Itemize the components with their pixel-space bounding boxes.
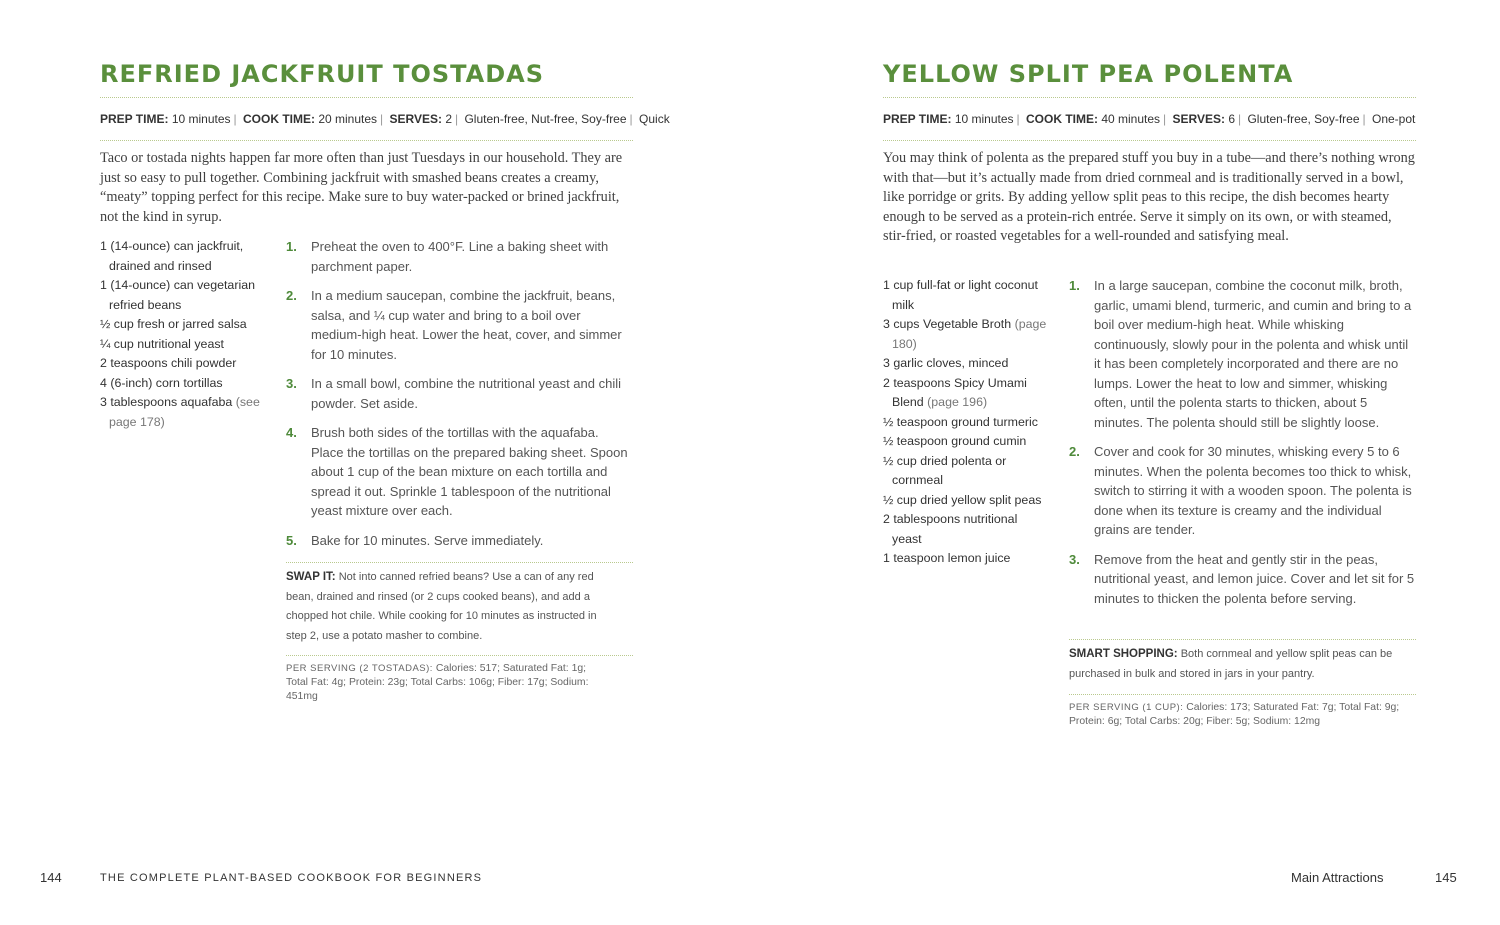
page-reference: (page 196)	[927, 395, 988, 409]
cook-value: 40 minutes	[1101, 112, 1161, 126]
step-list	[1069, 276, 1416, 618]
note-divider	[1069, 639, 1416, 640]
step-item: 2. Cover and cook for 30 minutes, whisking every 5 to 6 minutes. When the polenta becomes too thick to whisk, switch to stirring it with a wooden spoon. The polenta is done when its texture is creamy and the individual grains are tender.	[1069, 444, 1412, 537]
step-item: 3. In a small bowl, combine the nutritional yeast and chili powder. Set aside.	[286, 376, 621, 411]
ingredient-item: 3 garlic cloves, minced	[883, 356, 1009, 370]
ingredient-list	[100, 237, 270, 432]
right-page-number: 145	[1435, 870, 1457, 885]
recipe-intro: Taco or tostada nights happen far more often than just Tuesdays in our household. They are just so easy to pull together. Combining jackfruit with smashed beans creates a creamy, “meaty” topping perfect for this recipe. Make sure to buy water-packed or brined jackfruit, not the kind in syrup.	[100, 150, 623, 225]
nutrition-text: Calories: 173; Saturated Fat: 7g; Total Fat: 9g; Protein: 6g; Total Carbs: 20g; Fiber: 5g; Sodium: 12mg	[1069, 702, 1400, 727]
ingredient-item: ½ cup dried polenta or cornmeal	[883, 453, 1007, 487]
ingredient-item: ¼ cup nutritional yeast	[100, 336, 224, 351]
cook-value: 20 minutes	[318, 112, 378, 126]
ingredient-item: ½ cup fresh or jarred salsa	[100, 317, 247, 331]
swap-tip	[286, 568, 616, 646]
serves-value: 2	[445, 112, 452, 126]
speed-tag: Quick	[639, 112, 670, 126]
tip-label: SWAP IT:	[286, 571, 336, 583]
prep-label: PREP TIME:	[883, 112, 952, 126]
shopping-tip	[1069, 645, 1416, 684]
prep-value: 10 minutes	[954, 112, 1014, 126]
recipe-title: YELLOW SPLIT PEA POLENTA	[883, 60, 1294, 88]
recipe-title: REFRIED JACKFRUIT TOSTADAS	[100, 60, 545, 88]
page-reference: (see page 178)	[109, 395, 260, 429]
step-item: 3. Remove from the heat and gently stir in the peas, nutritional yeast, and lemon juice. Cover and let sit for 5 minutes to thicken the polenta before serving.	[1069, 551, 1415, 606]
prep-value: 10 minutes	[171, 112, 231, 126]
ingredient-item: 1 teaspoon lemon juice	[883, 551, 1011, 565]
nutrition-info	[1069, 701, 1416, 729]
diet-tags: Gluten-free, Soy-free	[1247, 112, 1360, 126]
step-item: 5. Bake for 10 minutes. Serve immediately.	[286, 532, 544, 548]
ingredient-item: 1 cup full-fat or light coconut milk	[883, 278, 1038, 312]
title-divider	[883, 97, 1416, 98]
ingredient-item: 1 (14-ounce) can jackfruit, drained and rinsed	[100, 239, 244, 273]
ingredient-item: ½ teaspoon ground turmeric	[883, 414, 1038, 429]
step-item: 2. In a medium saucepan, combine the jackfruit, beans, salsa, and ¼ cup water and bring to a boil over medium-high heat. Lower the heat, cover, and simmer for 10 minutes.	[286, 288, 622, 362]
prep-label: PREP TIME:	[100, 112, 169, 126]
recipe-intro: You may think of polenta as the prepared stuff you buy in a tube—and there’s nothing wrong with that—but it’s actually made from dried cornmeal and is traditionally served in a bowl, like porridge or grits. By adding yellow split peas to this recipe, the dish becomes hearty enough to be served as a protein-rich entrée. Serve it simply on its own, or with steamed, stir-fried, or roasted vegetables for a well-rounded and satisfying meal.	[883, 150, 1415, 244]
nutrition-text: Calories: 517; Saturated Fat: 1g; Total Fat: 4g; Protein: 23g; Total Carbs: 106g; Fiber: 17g; Sodium: 451mg	[286, 663, 589, 702]
ingredient-item: 2 teaspoons chili powder	[100, 356, 237, 370]
step-item: 4. Brush both sides of the tortillas with the aquafaba. Place the tortillas on the prepared baking sheet. Spoon about 1 cup of the bean mixture on each tortilla and spread it out. Sprinkle 1 tablespoon of the nutritional yeast mixture over each.	[286, 425, 628, 518]
diet-tags: Gluten-free, Nut-free, Soy-free	[464, 112, 627, 126]
section-name: Main Attractions	[1291, 870, 1384, 885]
serves-label: SERVES:	[1172, 112, 1225, 126]
book-title: THE COMPLETE PLANT-BASED COOKBOOK FOR BEGINNERS	[100, 872, 483, 884]
cook-label: COOK TIME:	[1025, 112, 1098, 126]
step-item: 1. In a large saucepan, combine the coconut milk, broth, garlic, umami blend, turmeric, and cumin and bring to a boil over medium-high heat. While whisking continuously, slowly pour in the polenta and whisk until it has been completely incorporated and there are no lumps. Lower the heat to low and simmer, whisking often, until the polenta starts to thicken, about 5 minutes. The polenta should still be slightly loose.	[1069, 278, 1412, 430]
ingredient-item: 2 tablespoons nutritional yeast	[883, 512, 1018, 546]
ingredient-item: ½ teaspoon ground cumin	[883, 434, 1027, 448]
ingredient-item: 2 teaspoons Spicy Umami Blend (page 196)	[883, 375, 1027, 409]
note-divider	[286, 562, 633, 563]
meta-divider	[100, 140, 633, 141]
serves-label: SERVES:	[389, 112, 442, 126]
step-item: 1. Preheat the oven to 400°F. Line a baking sheet with parchment paper.	[286, 239, 609, 274]
nutrition-info	[286, 662, 606, 704]
step-list	[286, 237, 633, 560]
nutrition-label: PER SERVING (1 CUP):	[1069, 702, 1184, 713]
ingredient-list	[883, 276, 1048, 569]
cook-label: COOK TIME:	[242, 112, 315, 126]
meta-divider	[883, 140, 1416, 141]
ingredient-item: ½ cup dried yellow split peas	[883, 492, 1042, 507]
page-reference: (page 180)	[892, 317, 1047, 351]
recipe-meta: PREP TIME: 10 minutes | COOK TIME: 40 minutes | SERVES: 6 | Gluten-free, Soy-free | One-pot	[883, 112, 1416, 126]
serves-value: 6	[1228, 112, 1235, 126]
recipe-meta: PREP TIME: 10 minutes | COOK TIME: 20 minutes | SERVES: 2 | Gluten-free, Nut-free, Soy-free | Quick	[100, 112, 670, 126]
ingredient-item: 3 tablespoons aquafaba (see page 178)	[100, 395, 260, 429]
ingredient-item: 1 (14-ounce) can vegetarian refried beans	[100, 278, 255, 312]
ingredient-item: 4 (6-inch) corn tortillas	[100, 375, 223, 390]
nutrition-label: PER SERVING (2 TOSTADAS):	[286, 663, 433, 674]
method-tag: One-pot	[1372, 112, 1416, 126]
nutrition-divider	[286, 655, 633, 656]
left-page-number: 144	[40, 870, 62, 885]
tip-text: Both cornmeal and yellow split peas can be purchased in bulk and stored in jars in your pantry.	[1069, 648, 1393, 680]
nutrition-divider	[1069, 694, 1416, 695]
title-divider	[100, 97, 633, 98]
tip-text: Not into canned refried beans? Use a can of any red bean, drained and rinsed (or 2 cups cooked beans), and add a chopped hot chile. While cooking for 10 minutes as instructed in step 2, use a potato masher to combine.	[286, 571, 597, 642]
ingredient-item: 3 cups Vegetable Broth (page 180)	[883, 317, 1047, 351]
tip-label: SMART SHOPPING:	[1069, 648, 1178, 660]
